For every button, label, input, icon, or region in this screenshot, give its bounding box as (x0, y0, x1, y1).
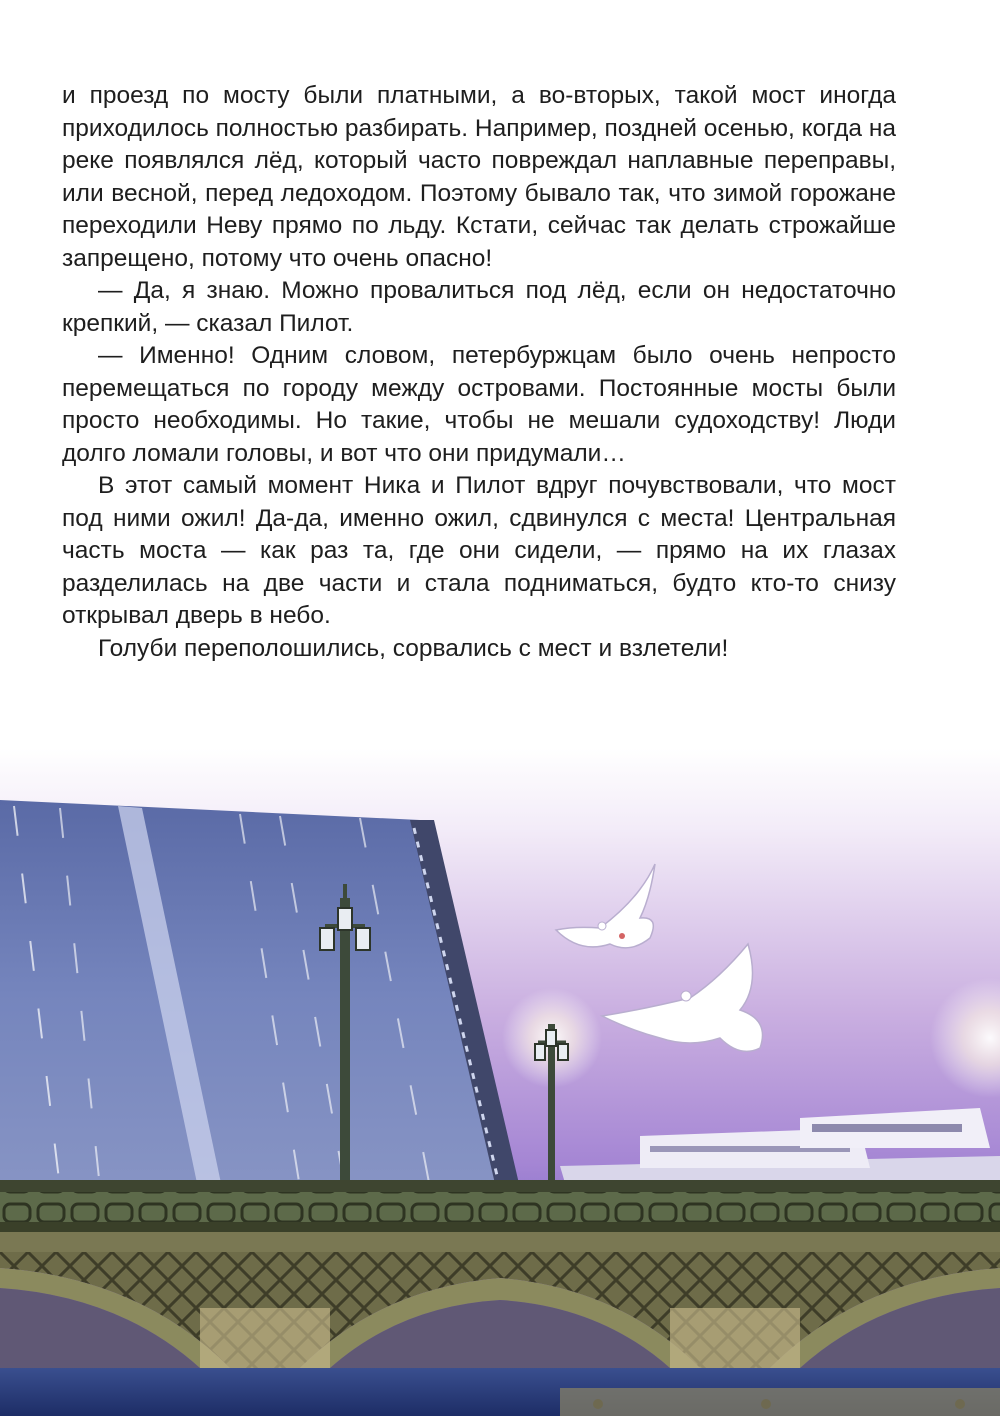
paragraph-1: и проезд по мосту были платными, а во-вторых, такой мост иногда приходилось полностью разбирать. Например, поздней осенью, когда на реке появлялся лёд, который часто повреждал наплавные переправы, или весной, перед ледоходом. Поэтому бывало так, что зимой горожане переходили Неву прямо по льду. Кстати, сейчас так делать строжайше запрещено, потому что очень опасно! (62, 82, 896, 272)
paragraph-3: — Именно! Одним словом, петербуржцам было очень непросто перемещаться по городу между островами. Постоянные мосты были просто необходимы. Но такие, чтобы не мешали судоходству! Люди долго ломали головы, и вот что они придумали… (62, 342, 896, 467)
bridge-leaf (0, 800, 520, 1188)
railing-icon (0, 1180, 1000, 1232)
paragraph-2: — Да, я знаю. Можно провалиться под лёд, если он недостаточно крепкий, — сказал Пилот. (62, 277, 896, 337)
paragraph-4: В этот самый момент Ника и Пилот вдруг почувствовали, что мост под ними ожил! Да-да, именно ожил, сдвинулся с места! Центральная часть моста — как раз та, где они сидели, — прямо на их глазах разделилась на две части и стала подниматься, будто кто-то снизу открывал дверь в небо. (62, 472, 896, 629)
story-text (62, 80, 896, 665)
bridge-illustration (0, 748, 1000, 1416)
paragraph-5: Голуби переполошились, сорвались с мест и взлетели! (98, 634, 729, 662)
